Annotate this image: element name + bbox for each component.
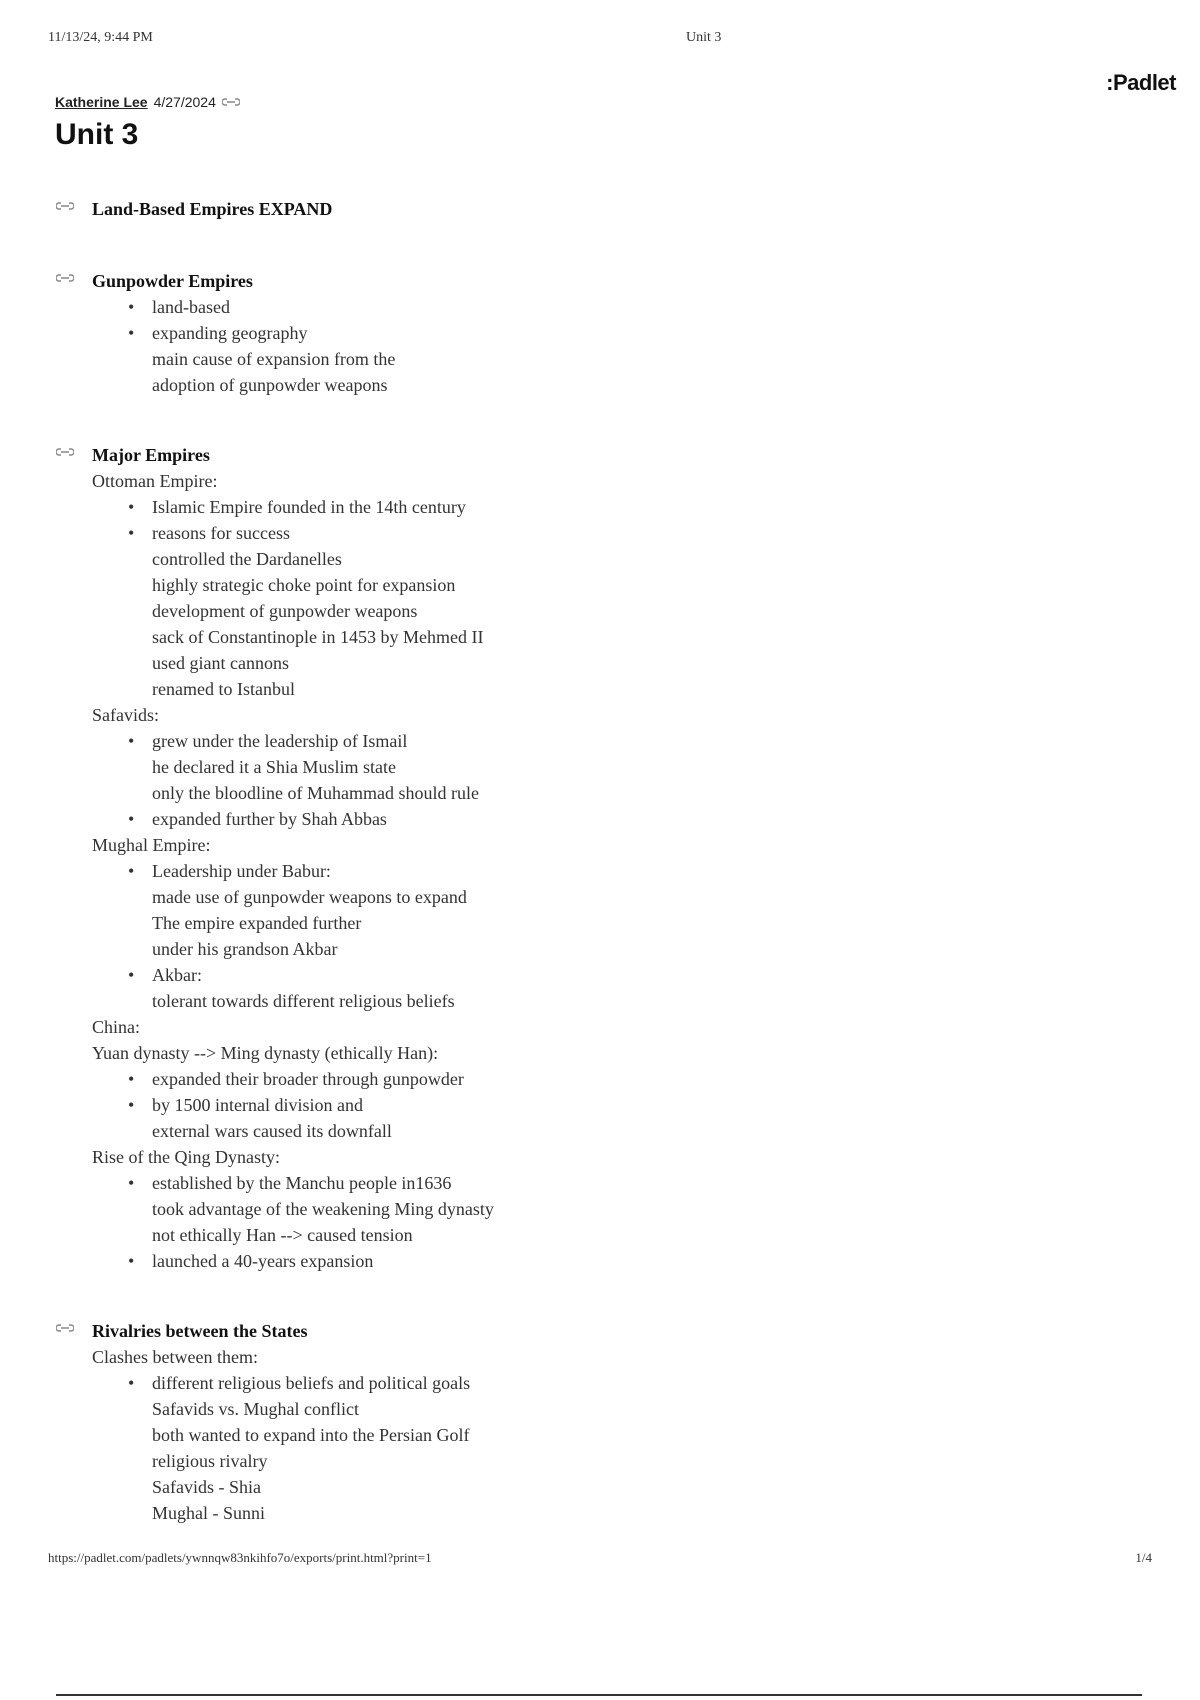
print-datetime: 11/13/24, 9:44 PM bbox=[48, 30, 153, 45]
section-label-clashes: Clashes between them: bbox=[92, 1347, 258, 1367]
list-item: • expanded their broader through gunpowder bbox=[92, 1066, 1200, 1092]
post-gunpowder-empires bbox=[0, 268, 1200, 398]
post-title: Land-Based Empires EXPAND bbox=[92, 199, 333, 219]
print-title: Unit 3 bbox=[686, 30, 722, 45]
author-link[interactable]: Katherine Lee bbox=[55, 94, 148, 110]
bullet-list bbox=[92, 294, 1200, 398]
list-item: • reasons for success controlled the Dardanelles highly strategic choke point for expansion development of gunpowder weapons sack of Constantinople in 1453 by Mehmed II used giant cannons renamed to Istanbul bbox=[92, 520, 1200, 702]
bullet-list bbox=[92, 494, 1200, 702]
list-item: • by 1500 internal division and external wars caused its downfall bbox=[92, 1092, 1200, 1144]
print-url[interactable]: https://padlet.com/padlets/ywnnqw83nkihfo7o/exports/print.html?print=1 bbox=[48, 1550, 432, 1565]
bullet-list bbox=[92, 858, 1200, 1014]
link-icon[interactable] bbox=[56, 200, 74, 212]
section-label-qing: Rise of the Qing Dynasty: bbox=[92, 1147, 280, 1167]
list-item: • grew under the leadership of Ismail he declared it a Shia Muslim state only the bloodline of Muhammad should rule bbox=[92, 728, 1200, 806]
section-label-ottoman: Ottoman Empire: bbox=[92, 471, 218, 491]
list-item: • Leadership under Babur: made use of gunpowder weapons to expand The empire expanded further under his grandson Akbar bbox=[92, 858, 1200, 962]
section-label-mughal: Mughal Empire: bbox=[92, 835, 211, 855]
bullet-list bbox=[92, 728, 1200, 832]
list-item: • Islamic Empire founded in the 14th century bbox=[92, 494, 1200, 520]
post-title: Major Empires bbox=[92, 445, 210, 465]
post-date: 4/27/2024 bbox=[153, 94, 216, 110]
page-divider bbox=[56, 1694, 1142, 1696]
section-label-china: China: bbox=[92, 1017, 140, 1037]
link-icon[interactable] bbox=[56, 272, 74, 284]
link-icon[interactable] bbox=[222, 96, 240, 108]
bullet-list bbox=[92, 1370, 1200, 1526]
list-item: • land-based bbox=[92, 294, 1200, 320]
link-icon[interactable] bbox=[56, 1322, 74, 1334]
post-rivalries bbox=[0, 1318, 1200, 1526]
print-header bbox=[48, 30, 1152, 50]
post-meta bbox=[55, 94, 240, 110]
list-item: • expanding geography main cause of expansion from the adoption of gunpowder weapons bbox=[92, 320, 1200, 398]
link-icon[interactable] bbox=[56, 446, 74, 458]
page-number: 1/4 bbox=[1135, 1550, 1152, 1565]
post-major-empires bbox=[0, 442, 1200, 1274]
bullet-list bbox=[92, 1170, 1200, 1274]
post-land-based-empires bbox=[0, 196, 1200, 222]
list-item: • Akbar: tolerant towards different religious beliefs bbox=[92, 962, 1200, 1014]
post-title: Rivalries between the States bbox=[92, 1321, 308, 1341]
bullet-list bbox=[92, 1066, 1200, 1144]
list-item: • expanded further by Shah Abbas bbox=[92, 806, 1200, 832]
list-item: • established by the Manchu people in1636 took advantage of the weakening Ming dynasty not ethically Han --> caused tension bbox=[92, 1170, 1200, 1248]
list-item: • different religious beliefs and political goals Safavids vs. Mughal conflict both wanted to expand into the Persian Golf religious rivalry Safavids - Shia Mughal - Sunni bbox=[92, 1370, 1200, 1526]
padlet-logo[interactable]: :Padlet bbox=[1106, 70, 1176, 95]
posts-list bbox=[0, 196, 1200, 1570]
list-item: • launched a 40-years expansion bbox=[92, 1248, 1200, 1274]
section-label-safavids: Safavids: bbox=[92, 705, 159, 725]
page-title: Unit 3 bbox=[55, 118, 139, 151]
section-label-yuan-ming: Yuan dynasty --> Ming dynasty (ethically Han): bbox=[92, 1043, 439, 1063]
post-title: Gunpowder Empires bbox=[92, 271, 253, 291]
